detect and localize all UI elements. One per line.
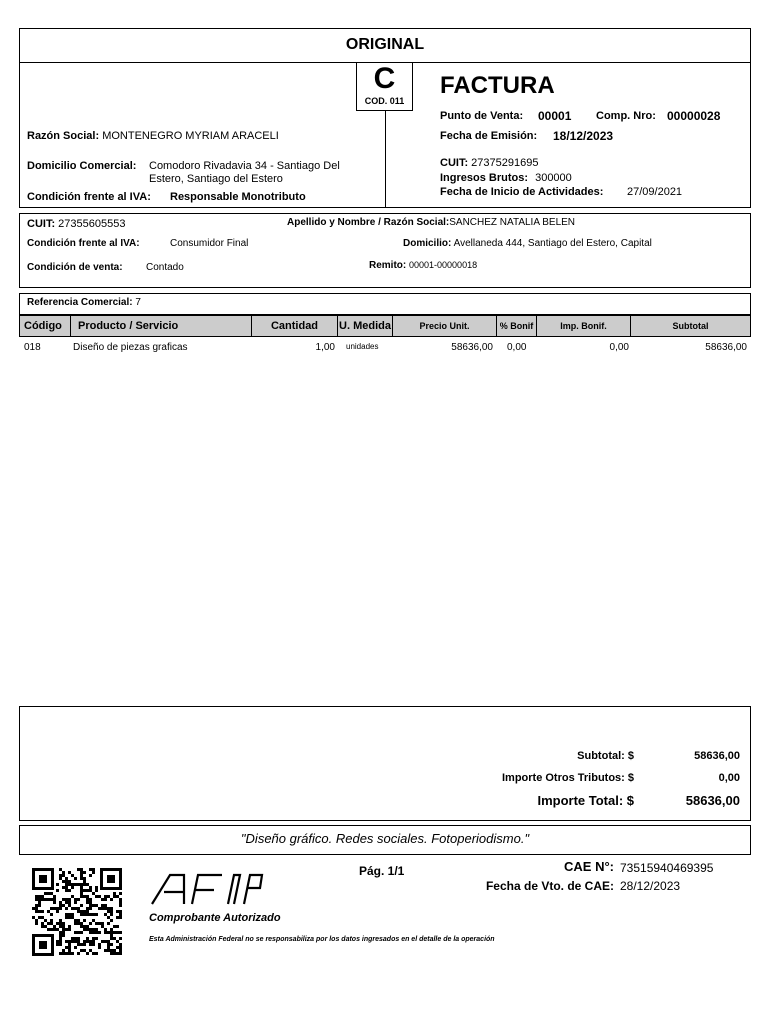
invoice-code: COD. 011 xyxy=(364,96,405,106)
doc-type: FACTURA xyxy=(440,72,555,99)
client-nombre: Apellido y Nombre / Razón Social:SANCHEZ NATALIA BELEN xyxy=(287,217,576,228)
th-bonif: % Bonif xyxy=(496,315,537,337)
row-codigo: 018 xyxy=(24,342,41,353)
punto-value: 00001 xyxy=(538,109,572,123)
punto-label: Punto de Venta: xyxy=(440,110,524,122)
comp-label: Comp. Nro: xyxy=(596,110,656,122)
afip-logo-icon xyxy=(148,872,266,906)
total-label: Importe Total: $ xyxy=(537,793,634,808)
disclaimer: Esta Administración Federal no se responsabiliza por los datos ingresados en el detalle de la operación xyxy=(149,936,495,943)
issuer-domicilio-label: Domicilio Comercial: xyxy=(27,160,137,172)
cae-value: 73515940469395 xyxy=(620,861,714,875)
row-subtotal: 58636,00 xyxy=(705,342,747,353)
cae-label: CAE N°: xyxy=(564,859,614,874)
th-precio: Precio Unit. xyxy=(392,315,497,337)
invoice-letter: C xyxy=(373,62,396,95)
row-imp-bonif: 0,00 xyxy=(609,342,629,353)
client-iva: Consumidor Final xyxy=(170,238,249,249)
invoice-note: "Diseño gráfico. Redes sociales. Fotoperiodismo." xyxy=(240,831,530,846)
subtotal-value: 58636,00 xyxy=(694,750,740,762)
cuit-issuer: CUIT: 27375291695 xyxy=(440,157,539,169)
row-precio: 58636,00 xyxy=(451,342,493,353)
th-codigo: Código xyxy=(19,315,71,337)
client-remito: Remito: 00001-00000018 xyxy=(369,260,478,271)
subtotal-label: Subtotal: $ xyxy=(577,750,634,762)
client-iva-label: Condición frente al IVA: xyxy=(27,238,140,249)
issuer-domicilio: Comodoro Rivadavia 34 - Santiago Del Estero, Santiago del Estero xyxy=(149,160,340,185)
total-value: 58636,00 xyxy=(685,793,740,808)
header-divider xyxy=(385,110,386,208)
vto-value: 28/12/2023 xyxy=(620,879,681,893)
issuer-razon: Razón Social: MONTENEGRO MYRIAM ARACELI xyxy=(27,130,279,142)
row-cantidad: 1,00 xyxy=(315,342,335,353)
row-producto: Diseño de piezas graficas xyxy=(73,342,188,353)
th-subtotal: Subtotal xyxy=(630,315,751,337)
copy-label: ORIGINAL xyxy=(345,36,425,53)
comp-value: 00000028 xyxy=(667,109,721,123)
inicio-value: 27/09/2021 xyxy=(627,186,683,198)
iibb: Ingresos Brutos: 300000 xyxy=(440,172,572,184)
issuer-iva-label: Condición frente al IVA: xyxy=(27,191,151,203)
client-venta-label: Condición de venta: xyxy=(27,262,123,273)
row-bonif: 0,00 xyxy=(507,342,527,353)
th-producto: Producto / Servicio xyxy=(70,315,252,337)
issuer-iva: Responsable Monotributo xyxy=(170,191,306,203)
vto-label: Fecha de Vto. de CAE: xyxy=(485,879,614,893)
th-imp-bonif: Imp. Bonif. xyxy=(536,315,631,337)
inicio-label: Fecha de Inicio de Actividades: xyxy=(440,186,604,198)
authorized-label: Comprobante Autorizado xyxy=(149,912,281,924)
page-number: Pág. 1/1 xyxy=(359,864,405,878)
row-medida: unidades xyxy=(346,342,379,351)
client-domicilio: Domicilio: Avellaneda 444, Santiago del Estero, Capital xyxy=(403,238,652,249)
client-cuit: CUIT: 27355605553 xyxy=(27,218,126,230)
th-medida: U. Medida xyxy=(337,315,393,337)
fecha-label: Fecha de Emisión: xyxy=(440,130,538,142)
client-venta: Contado xyxy=(146,262,184,273)
reference: Referencia Comercial: 7 xyxy=(27,297,141,308)
otros-value: 0,00 xyxy=(718,772,740,784)
th-cantidad: Cantidad xyxy=(251,315,338,337)
fecha-value: 18/12/2023 xyxy=(553,129,614,143)
otros-label: Importe Otros Tributos: $ xyxy=(501,772,634,784)
qr-code-icon xyxy=(32,868,122,956)
